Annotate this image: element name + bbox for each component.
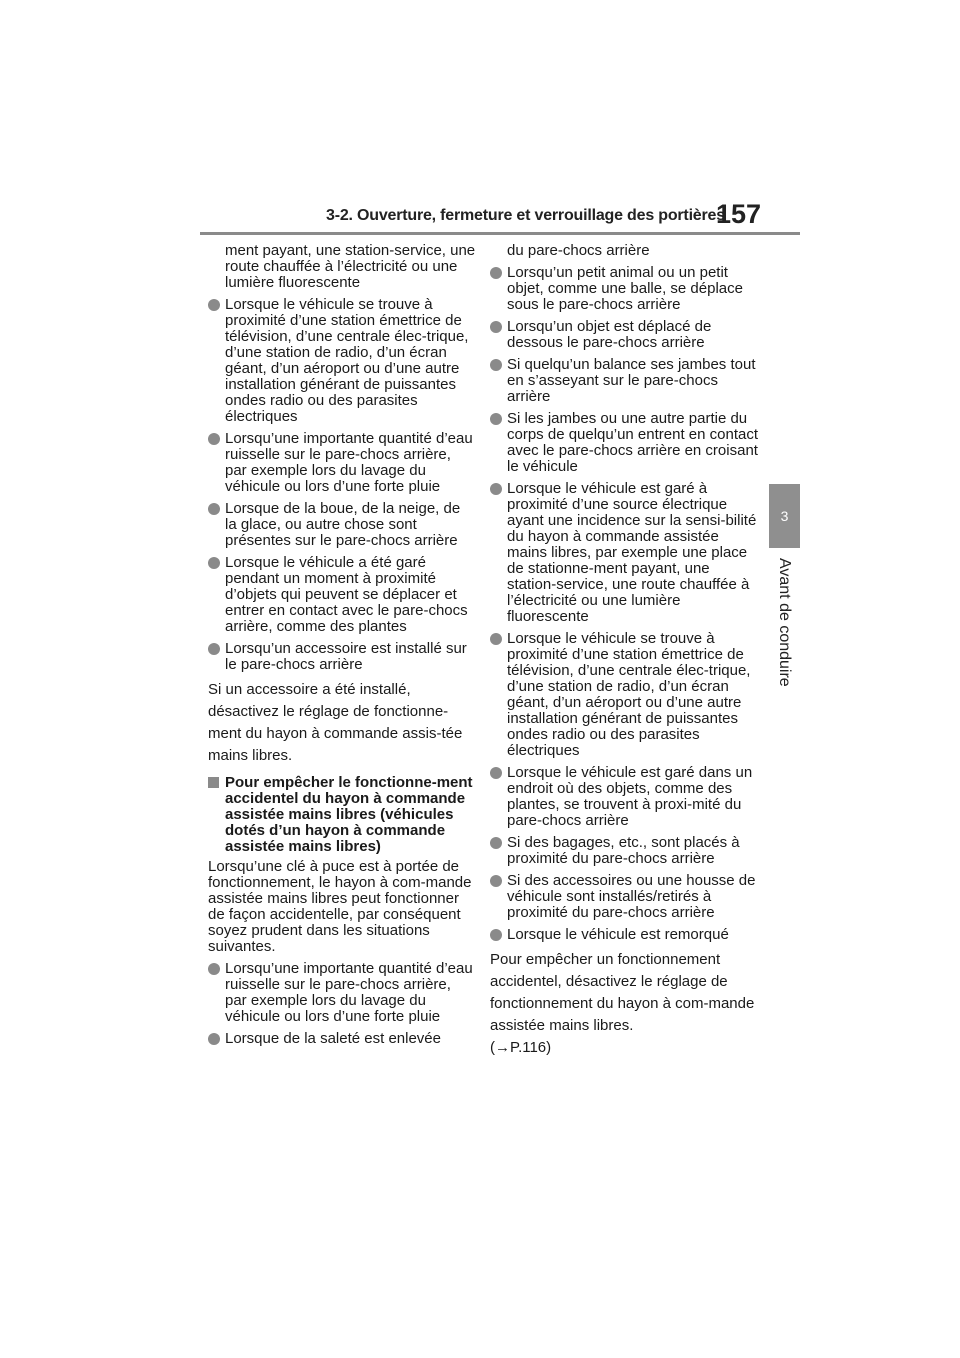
list-item xyxy=(208,1031,476,1047)
list-item-text: Lorsqu’une importante quantité d’eau ruisselle sur le pare-chocs arrière, par exemple lors du lavage du véhicule ou lors d’une forte pluie xyxy=(225,960,473,1025)
bullet-icon xyxy=(490,633,502,645)
right-column xyxy=(490,243,758,1067)
list-item-text: Lorsque le véhicule se trouve à proximité d’une station émettrice de télévision, d’une centrale élec-trique, d’une station de radio, d’un écran géant, d’un aéroport ou d’une autre installation générant de puissantes ondes radio ou des parasites électriques xyxy=(225,296,469,425)
list-item-text: Lorsqu’une importante quantité d’eau ruisselle sur le pare-chocs arrière, par exemple lors du lavage du véhicule ou lors d’une forte pluie xyxy=(225,430,473,495)
bullet-icon xyxy=(208,503,220,515)
chapter-label: Avant de conduire xyxy=(776,558,793,687)
list-item xyxy=(490,765,758,829)
list-item xyxy=(208,641,476,673)
bullet-icon xyxy=(490,321,502,333)
paragraph: Pour empêcher un fonctionnement accidentel, désactivez le réglage de fonctionnement du hayon à com-mande assistée mains libres. xyxy=(490,951,755,1034)
list-item xyxy=(490,481,758,625)
bullet-icon xyxy=(490,929,502,941)
bullet-icon xyxy=(490,483,502,495)
list-item-text: Si les jambes ou une autre partie du corps de quelqu’un entrent en contact avec le pare-chocs arrière en croisant le véhicule xyxy=(507,410,759,475)
square-bullet-icon xyxy=(208,777,219,788)
bullet-icon xyxy=(490,359,502,371)
bullet-icon xyxy=(208,643,220,655)
bullet-icon xyxy=(208,963,220,975)
list-item xyxy=(208,431,476,495)
list-item xyxy=(490,927,758,943)
list-item-text: Si quelqu’un balance ses jambes tout en s’asseyant sur le pare-chocs arrière xyxy=(507,356,756,405)
list-item-text: Lorsqu’un accessoire est installé sur le pare-chocs arrière xyxy=(225,640,467,673)
bullet-icon xyxy=(490,267,502,279)
bullet-icon xyxy=(490,837,502,849)
list-item-text: Lorsqu’un petit animal ou un petit objet, comme une balle, se déplace sous le pare-chocs arrière xyxy=(507,264,743,313)
list-item-text: Lorsque le véhicule se trouve à proximité d’une station émettrice de télévision, d’une centrale élec-trique, d’une station de radio, d’un écran géant, d’un aéroport ou d’une autre installation générant de puissantes ondes radio ou des parasites électriques xyxy=(507,630,751,759)
chapter-tab[interactable] xyxy=(769,484,800,548)
list-item xyxy=(208,297,476,425)
list-item-text: Lorsqu’un objet est déplacé de dessous le pare-chocs arrière xyxy=(507,318,712,351)
bullet-icon xyxy=(208,299,220,311)
continued-text: du pare-chocs arrière xyxy=(507,242,650,259)
left-column xyxy=(208,243,476,1053)
list-item xyxy=(490,835,758,867)
bullet-icon xyxy=(490,413,502,425)
list-item xyxy=(490,357,758,405)
continued-text: ment payant, une station-service, une route chauffée à l’électricité ou une lumière fluorescente xyxy=(225,242,476,291)
list-item-text: Lorsque le véhicule est garé dans un endroit où des objets, comme des plantes, se trouvent à proxi-mité du pare-chocs arrière xyxy=(507,764,753,829)
bullet-icon xyxy=(208,1033,220,1045)
list-item-text: Lorsque de la boue, de la neige, de la glace, ou autre chose sont présentes sur le pare-chocs arrière xyxy=(225,500,461,549)
bullet-icon xyxy=(490,875,502,887)
bullet-icon xyxy=(208,433,220,445)
section-title: 3-2. Ouverture, fermeture et verrouillage des portières xyxy=(326,207,725,224)
subsection-heading xyxy=(208,775,476,855)
list-item xyxy=(490,873,758,921)
chapter-number: 3 xyxy=(780,508,789,524)
list-item-text: Lorsque le véhicule est garé à proximité d’une source électrique ayant une incidence sur la sensi-bilité du hayon à commande assistée mains libres, par exemple une place de stationne-ment payant, une station-service, une route chauffée à l’électricité ou une lumière fluorescente xyxy=(507,480,757,625)
page-reference-link[interactable]: (→P.116) xyxy=(490,1039,552,1056)
list-item-text: Si des accessoires ou une housse de véhicule sont installés/retirés à proximité du pare-chocs arrière xyxy=(507,872,756,921)
list-item-text: Lorsque de la saleté est enlevée xyxy=(225,1030,441,1047)
header-divider xyxy=(200,232,800,235)
page-number: 157 xyxy=(716,199,762,229)
paragraph: Si un accessoire a été installé, désactivez le réglage de fonctionne-ment du hayon à commande assis-tée mains libres. xyxy=(208,681,463,764)
bullet-icon xyxy=(208,557,220,569)
list-item xyxy=(208,961,476,1025)
list-item-text: Lorsque le véhicule est remorqué xyxy=(507,926,729,943)
list-item xyxy=(490,411,758,475)
paragraph: Lorsqu’une clé à puce est à portée de fonctionnement, le hayon à com-mande assistée mains libres peut fonctionner de façon accidentelle, par conséquent soyez prudent dans les situations suivantes. xyxy=(208,858,472,955)
bullet-icon xyxy=(490,767,502,779)
list-item xyxy=(490,631,758,759)
list-item xyxy=(208,501,476,549)
list-item-text: Lorsque le véhicule a été garé pendant un moment à proximité d’objets qui peuvent se déplacer et entrer en contact avec le pare-chocs arrière, comme des plantes xyxy=(225,554,468,635)
heading-text: Pour empêcher le fonctionne-ment accidentel du hayon à commande assistée mains libres (véhicules dotés d’un hayon à commande assistée mains libres) xyxy=(225,774,473,855)
list-item xyxy=(490,265,758,313)
list-item-text: Si des bagages, etc., sont placés à proximité du pare-chocs arrière xyxy=(507,834,740,867)
list-item xyxy=(490,319,758,351)
list-item xyxy=(208,555,476,635)
